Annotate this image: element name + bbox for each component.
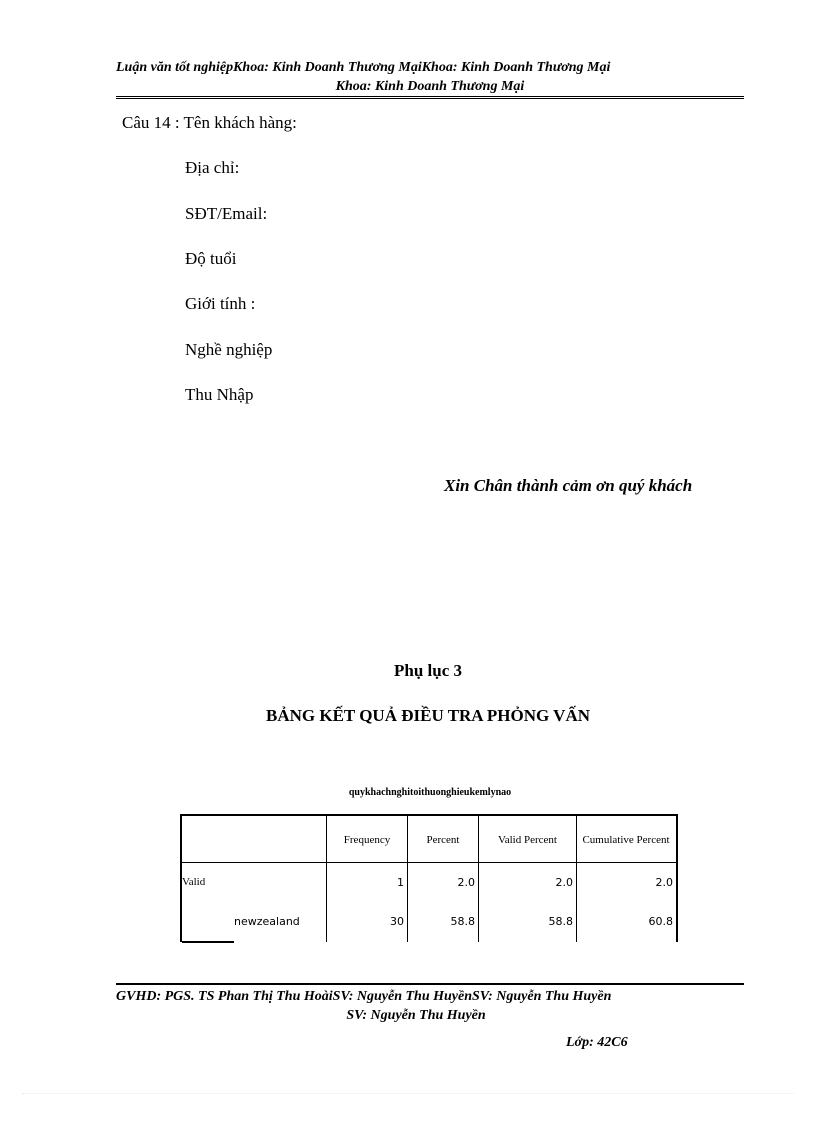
- page-footer: [116, 987, 716, 1025]
- header-divider: [116, 96, 744, 99]
- row1-frequency: 1: [397, 876, 404, 889]
- thank-you-note: Xin Chân thành cảm ơn quý khách: [444, 476, 693, 495]
- col-header-percent: Percent: [426, 834, 460, 846]
- row2-valid-percent: 58.8: [548, 915, 573, 928]
- row2-frequency: 30: [390, 915, 404, 928]
- table-right-border: [676, 814, 678, 942]
- header-line-2: Khoa: Kinh Doanh Thương Mại: [335, 79, 525, 94]
- footer-line-1: GVHD: PGS. TS Phan Thị Thu HoàiSV: Nguyễn Thu HuyềnSV: Nguyễn Thu Huyền: [116, 989, 612, 1004]
- header-line-1: Luận văn tốt nghiệpKhoa: Kinh Doanh Thương MạiKhoa: Kinh Doanh Thương Mại: [116, 60, 611, 75]
- appendix-label: Phụ lục 3: [393, 661, 463, 680]
- header-row-divider: [180, 862, 678, 863]
- row1-percent: 2.0: [457, 876, 475, 889]
- field-gender: Giới tính :: [185, 294, 256, 313]
- table-caption: quykhachnghitoithuonghieukemlynao: [348, 787, 512, 798]
- field-age: Độ tuổi: [185, 249, 237, 268]
- col-header-frequency: Frequency: [343, 834, 391, 846]
- col-header-cumulative-percent: Cumulative Percent: [582, 834, 670, 846]
- col-header-valid-percent: Valid Percent: [498, 834, 557, 846]
- footer-line-2: SV: Nguyễn Thu Huyền: [346, 1008, 486, 1023]
- field-phone-email: SĐT/Email:: [185, 204, 268, 223]
- class-label: Lớp: 42C6: [566, 1035, 628, 1050]
- row1-cumulative: 2.0: [655, 876, 673, 889]
- row2-label: newzealand: [234, 915, 300, 928]
- row1-valid-percent: 2.0: [555, 876, 573, 889]
- page-header: [116, 58, 744, 96]
- appendix-title: BẢNG KẾT QUẢ ĐIỀU TRA PHỎNG VẤN: [266, 706, 590, 725]
- row-group-label: Valid: [182, 876, 206, 888]
- page-bottom-border: [22, 1093, 794, 1094]
- field-income: Thu Nhập: [185, 385, 254, 404]
- row-label-underline: [182, 941, 234, 943]
- table-top-border: [180, 814, 678, 816]
- frequency-table: [180, 814, 678, 942]
- footer-divider: [116, 983, 744, 985]
- question-title: Câu 14 : Tên khách hàng:: [122, 113, 297, 132]
- field-occupation: Nghề nghiệp: [185, 340, 273, 359]
- field-address: Địa chỉ:: [185, 158, 240, 177]
- row2-percent: 58.8: [450, 915, 475, 928]
- row2-cumulative: 60.8: [648, 915, 673, 928]
